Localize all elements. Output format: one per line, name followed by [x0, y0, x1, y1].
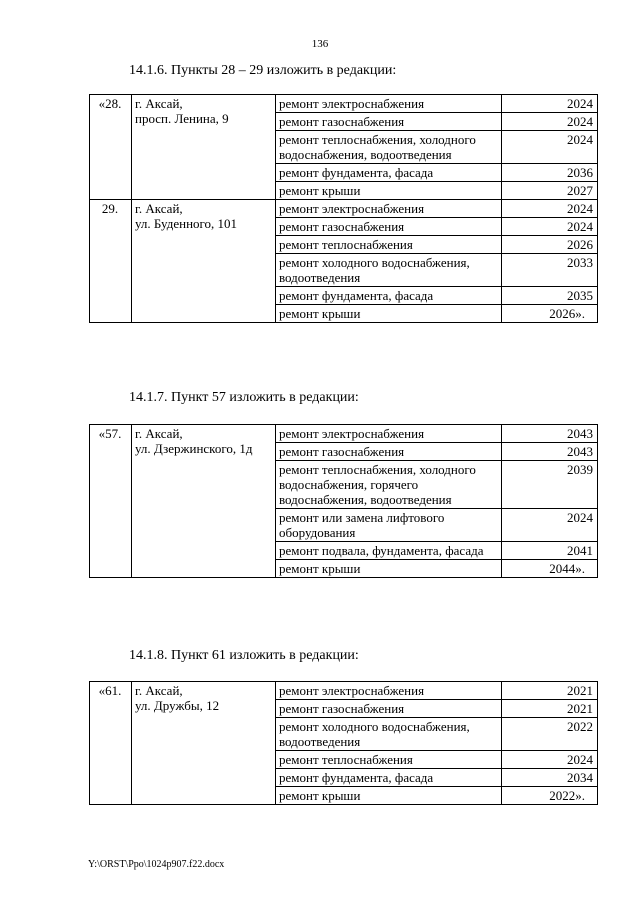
item-number: «61.: [90, 682, 132, 805]
section-heading: 14.1.8. Пункт 61 изложить в редакции:: [129, 648, 359, 663]
work-type: ремонт теплоснабжения, холодного водоснабжения, водоотведения: [276, 131, 502, 164]
work-year: 2024: [502, 509, 598, 542]
address-cell: [132, 425, 276, 578]
work-year: 2036: [502, 164, 598, 182]
work-type: ремонт теплоснабжения: [276, 236, 502, 254]
work-type: ремонт холодного водоснабжения, водоотведения: [276, 718, 502, 751]
table-row: [90, 95, 598, 113]
work-type: ремонт или замена лифтового оборудования: [276, 509, 502, 542]
item-number: «57.: [90, 425, 132, 578]
amendment-table: [89, 681, 598, 805]
address-line: г. Аксай,: [135, 426, 183, 441]
table-row: [90, 682, 598, 700]
work-type: ремонт холодного водоснабжения, водоотведения: [276, 254, 502, 287]
work-type: ремонт газоснабжения: [276, 218, 502, 236]
work-year: 2022».: [502, 787, 598, 805]
work-year: 2043: [502, 425, 598, 443]
work-year: 2026».: [502, 305, 598, 323]
address-cell: [132, 682, 276, 805]
work-type: ремонт фундамента, фасада: [276, 287, 502, 305]
address-cell: [132, 95, 276, 200]
page-number: 136: [311, 38, 329, 50]
work-type: ремонт электроснабжения: [276, 200, 502, 218]
work-year: 2044».: [502, 560, 598, 578]
section-heading: 14.1.7. Пункт 57 изложить в редакции:: [129, 390, 359, 405]
work-year: 2024: [502, 131, 598, 164]
address-line: г. Аксай,: [135, 201, 183, 216]
file-path-footer: Y:\ORST\Ppo\1024p907.f22.docx: [88, 859, 225, 870]
work-year: 2021: [502, 700, 598, 718]
work-type: ремонт крыши: [276, 182, 502, 200]
table-row: [90, 425, 598, 443]
work-type: ремонт фундамента, фасада: [276, 769, 502, 787]
work-year: 2026: [502, 236, 598, 254]
work-type: ремонт электроснабжения: [276, 682, 502, 700]
section-heading: 14.1.6. Пункты 28 – 29 изложить в редакции:: [129, 63, 397, 78]
address-line: ул. Дружбы, 12: [135, 698, 220, 713]
work-year: 2024: [502, 113, 598, 131]
work-year: 2024: [502, 200, 598, 218]
work-type: ремонт подвала, фундамента, фасада: [276, 542, 502, 560]
address-line: г. Аксай,: [135, 683, 183, 698]
address-line: г. Аксай,: [135, 96, 183, 111]
address-cell: [132, 200, 276, 323]
work-type: ремонт крыши: [276, 560, 502, 578]
work-year: 2043: [502, 443, 598, 461]
work-year: 2041: [502, 542, 598, 560]
work-year: 2033: [502, 254, 598, 287]
amendment-table: [89, 424, 598, 578]
table-row: [90, 200, 598, 218]
work-type: ремонт фундамента, фасада: [276, 164, 502, 182]
work-year: 2024: [502, 218, 598, 236]
work-type: ремонт электроснабжения: [276, 425, 502, 443]
work-year: 2035: [502, 287, 598, 305]
work-type: ремонт электроснабжения: [276, 95, 502, 113]
work-type: ремонт газоснабжения: [276, 113, 502, 131]
work-type: ремонт теплоснабжения, холодного водоснабжения, горячего водоснабжения, водоотведения: [276, 461, 502, 509]
address-line: ул. Дзержинского, 1д: [135, 441, 253, 456]
address-line: ул. Буденного, 101: [135, 216, 238, 231]
address-line: просп. Ленина, 9: [135, 111, 229, 126]
work-year: 2034: [502, 769, 598, 787]
item-number: «28.: [90, 95, 132, 200]
work-year: 2024: [502, 95, 598, 113]
work-type: ремонт крыши: [276, 787, 502, 805]
work-year: 2021: [502, 682, 598, 700]
work-year: 2039: [502, 461, 598, 509]
work-type: ремонт теплоснабжения: [276, 751, 502, 769]
work-type: ремонт крыши: [276, 305, 502, 323]
amendment-table: [89, 94, 598, 323]
work-type: ремонт газоснабжения: [276, 443, 502, 461]
work-type: ремонт газоснабжения: [276, 700, 502, 718]
work-year: 2024: [502, 751, 598, 769]
item-number: 29.: [90, 200, 132, 323]
work-year: 2027: [502, 182, 598, 200]
work-year: 2022: [502, 718, 598, 751]
